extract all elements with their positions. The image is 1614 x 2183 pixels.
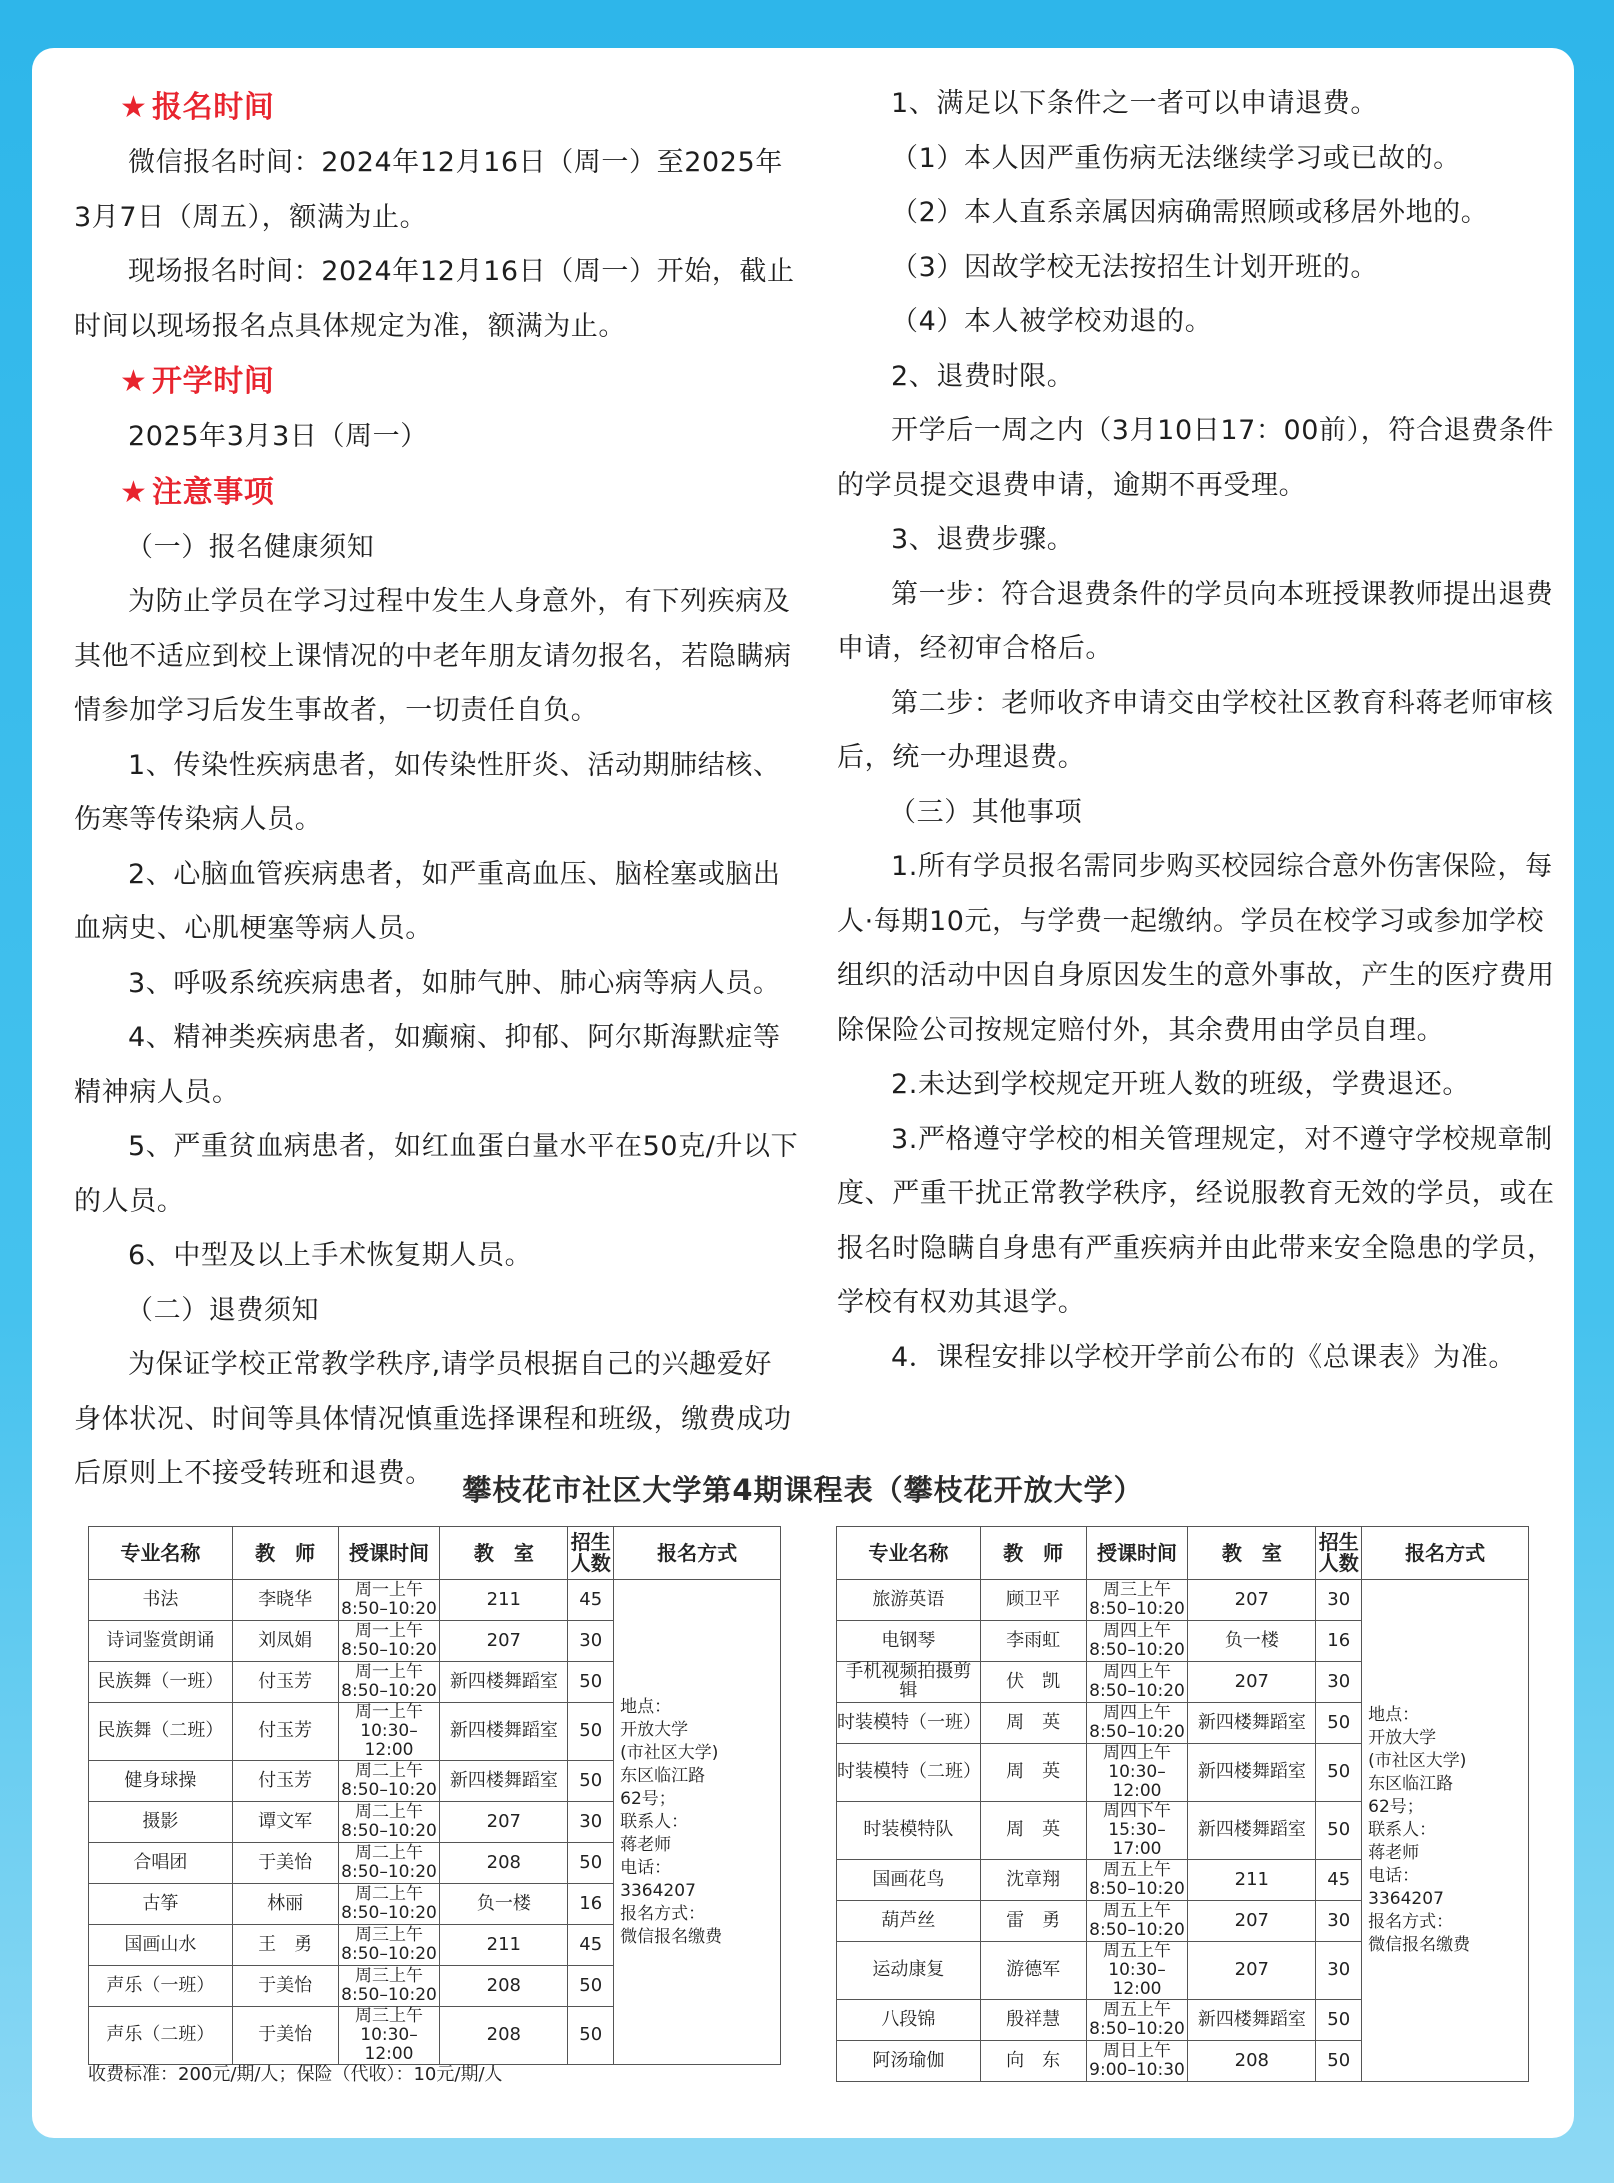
header-enrollment: 招生 人数 [1316, 1527, 1362, 1580]
course-name-cell: 声乐（二班） [89, 2007, 233, 2065]
enrollment-cell: 45 [568, 1580, 614, 1621]
enrollment-cell: 50 [568, 1843, 614, 1884]
other-item: 1.所有学员报名需同步购买校园综合意外伤害保险，每人·每期10元，与学费一起缴纳。学员在校学习或参加学校组织的活动中因自身原因发生的意外事故，产生的医疗费用除保险公司按规定赔付外，其余费用由学员自理。 [837, 851, 1555, 1046]
health-item: 3、呼吸系统疾病患者，如肺气肿、肺心病等病人员。 [128, 967, 781, 999]
refund-conditions-title: 1、满足以下条件之一者可以申请退费。 [891, 88, 1378, 119]
room-cell: 207 [440, 1802, 568, 1843]
teacher-cell: 刘凤娟 [232, 1621, 338, 1662]
course-name-cell: 时装模特（一班） [837, 1703, 981, 1744]
course-name-cell: 合唱团 [89, 1843, 233, 1884]
refund-steps-title: 3、退费步骤。 [891, 524, 1075, 555]
room-cell: 207 [440, 1621, 568, 1662]
star-icon: ★ [120, 474, 148, 510]
room-cell: 新四楼舞蹈室 [1188, 2000, 1316, 2041]
course-name-cell: 手机视频拍摄剪辑 [837, 1662, 981, 1703]
enrollment-cell: 30 [568, 1621, 614, 1662]
time-cell: 周四上午 8:50–10:20 [1086, 1662, 1188, 1703]
course-name-cell: 时装模特队 [837, 1802, 981, 1860]
time-cell: 周二上午 8:50–10:20 [338, 1884, 440, 1925]
time-cell: 周一上午 8:50–10:20 [338, 1621, 440, 1662]
header-signup: 报名方式 [614, 1527, 781, 1580]
teacher-cell: 付玉芳 [232, 1761, 338, 1802]
header-teacher: 教 师 [232, 1527, 338, 1580]
enrollment-cell: 50 [568, 2007, 614, 2065]
time-cell: 周一上午 8:50–10:20 [338, 1580, 440, 1621]
teacher-cell: 游德军 [980, 1942, 1086, 2000]
room-cell: 新四楼舞蹈室 [440, 1703, 568, 1761]
time-cell: 周四上午 8:50–10:20 [1086, 1703, 1188, 1744]
refund-limit-title: 2、退费时限。 [891, 360, 1075, 392]
course-name-cell: 葫芦丝 [837, 1901, 981, 1942]
teacher-cell: 于美怡 [232, 1843, 338, 1884]
teacher-cell: 顾卫平 [980, 1580, 1086, 1621]
enrollment-cell: 50 [1316, 1802, 1362, 1860]
course-name-cell: 书法 [89, 1580, 233, 1621]
enrollment-cell: 50 [1316, 1744, 1362, 1802]
time-cell: 周日上午 9:00–10:30 [1086, 2041, 1188, 2082]
course-name-cell: 国画花鸟 [837, 1860, 981, 1901]
time-cell: 周三上午 8:50–10:20 [1086, 1580, 1188, 1621]
health-item: 1、传染性疾病患者，如传染性肝炎、活动期肺结核、伤寒等传染病人员。 [74, 749, 781, 835]
teacher-cell: 李晓华 [232, 1580, 338, 1621]
health-item: 6、中型及以上手术恢复期人员。 [128, 1240, 533, 1271]
other-item: 4．课程安排以学校开学前公布的《总课表》为准。 [891, 1341, 1516, 1373]
enrollment-cell: 50 [568, 1662, 614, 1703]
refund-step-2: 第二步：老师收齐申请交由学校社区教育科蒋老师审核后，统一办理退费。 [837, 687, 1554, 773]
schedule-title: 攀枝花市社区大学第4期课程表（攀枝花开放大学） [462, 1473, 1144, 1507]
room-cell: 207 [1188, 1901, 1316, 1942]
course-name-cell: 电钢琴 [837, 1621, 981, 1662]
room-cell: 新四楼舞蹈室 [1188, 1703, 1316, 1744]
teacher-cell: 谭文军 [232, 1802, 338, 1843]
room-cell: 新四楼舞蹈室 [1188, 1802, 1316, 1860]
table-header-row [89, 1527, 781, 1580]
health-item: 5、严重贫血病患者，如红血蛋白量水平在50克/升以下的人员。 [74, 1131, 799, 1217]
room-cell: 新四楼舞蹈室 [1188, 1744, 1316, 1802]
room-cell: 211 [1188, 1860, 1316, 1901]
header-room: 教 室 [1188, 1527, 1316, 1580]
enrollment-cell: 45 [568, 1925, 614, 1966]
teacher-cell: 于美怡 [232, 2007, 338, 2065]
other-item: 3.严格遵守学校的相关管理规定，对不遵守学校规章制度、严重干扰正常教学秩序，经说服教育无效的学员，或在报名时隐瞒自身患有严重疾病并由此带来安全隐患的学员，学校有权劝其退学。 [837, 1123, 1555, 1318]
room-cell: 207 [1188, 1580, 1316, 1621]
enrollment-cell: 30 [568, 1802, 614, 1843]
course-name-cell: 旅游英语 [837, 1580, 981, 1621]
teacher-cell: 周 英 [980, 1802, 1086, 1860]
course-name-cell: 八段锦 [837, 2000, 981, 2041]
time-cell: 周一上午 8:50–10:20 [338, 1662, 440, 1703]
teacher-cell: 雷 勇 [980, 1901, 1086, 1942]
notice-page [32, 48, 1574, 2138]
opening-date: 2025年3月3日（周一） [128, 421, 428, 452]
onsite-registration-time: 现场报名时间：2024年12月16日（周一）开始，截止时间以现场报名点具体规定为准，额满为止。 [74, 256, 795, 342]
other-matters-title: （三）其他事项 [889, 796, 1083, 828]
refund-condition: （1）本人因严重伤病无法继续学习或已故的。 [891, 142, 1461, 174]
section-heading-notes: ★ 注意事项 [74, 465, 799, 521]
enrollment-cell: 50 [1316, 2000, 1362, 2041]
enrollment-cell: 50 [1316, 2041, 1362, 2082]
course-name-cell: 声乐（一班） [89, 1966, 233, 2007]
teacher-cell: 李雨虹 [980, 1621, 1086, 1662]
room-cell: 负一楼 [1188, 1621, 1316, 1662]
teacher-cell: 付玉芳 [232, 1662, 338, 1703]
refund-condition: （3）因故学校无法按招生计划开班的。 [891, 251, 1378, 283]
refund-condition: （2）本人直系亲属因病确需照顾或移居外地的。 [891, 197, 1489, 228]
refund-step-1: 第一步：符合退费条件的学员向本班授课教师提出退费申请，经初审合格后。 [837, 578, 1554, 664]
time-cell: 周二上午 8:50–10:20 [338, 1802, 440, 1843]
header-room: 教 室 [440, 1527, 568, 1580]
course-name-cell: 时装模特（二班） [837, 1744, 981, 1802]
enrollment-cell: 50 [1316, 1703, 1362, 1744]
teacher-cell: 周 英 [980, 1744, 1086, 1802]
health-item: 2、心脑血管疾病患者，如严重高血压、脑栓塞或脑出血病史、心肌梗塞等病人员。 [74, 858, 781, 944]
refund-condition: （4）本人被学校劝退的。 [891, 306, 1213, 337]
time-cell: 周二上午 8:50–10:20 [338, 1761, 440, 1802]
time-cell: 周三上午 10:30–12:00 [338, 2007, 440, 2065]
room-cell: 208 [440, 2007, 568, 2065]
header-course-name: 专业名称 [89, 1527, 233, 1580]
time-cell: 周五上午 10:30–12:00 [1086, 1942, 1188, 2000]
header-course-name: 专业名称 [837, 1527, 981, 1580]
time-cell: 周三上午 8:50–10:20 [338, 1925, 440, 1966]
course-name-cell: 阿汤瑜伽 [837, 2041, 981, 2082]
section-heading-opening: ★ 开学时间 [74, 354, 799, 410]
header-teacher: 教 师 [980, 1527, 1086, 1580]
course-name-cell: 诗词鉴赏朗诵 [89, 1621, 233, 1662]
room-cell: 新四楼舞蹈室 [440, 1761, 568, 1802]
teacher-cell: 殷祥慧 [980, 2000, 1086, 2041]
enrollment-cell: 30 [1316, 1662, 1362, 1703]
header-time: 授课时间 [1086, 1527, 1188, 1580]
refund-limit-text: 开学后一周之内（3月10日17：00前），符合退费条件的学员提交退费申请，逾期不再受理。 [837, 415, 1554, 501]
section-heading-registration: ★ 报名时间 [74, 80, 799, 136]
time-cell: 周三上午 8:50–10:20 [338, 1966, 440, 2007]
room-cell: 208 [1188, 2041, 1316, 2082]
teacher-cell: 向 东 [980, 2041, 1086, 2082]
room-cell: 211 [440, 1580, 568, 1621]
enrollment-cell: 30 [1316, 1901, 1362, 1942]
room-cell: 新四楼舞蹈室 [440, 1662, 568, 1703]
health-item: 4、精神类疾病患者，如癫痫、抑郁、阿尔斯海默症等精神病人员。 [74, 1022, 781, 1108]
left-column [74, 48, 799, 1502]
time-cell: 周二上午 8:50–10:20 [338, 1843, 440, 1884]
signup-info-cell: 地点： 开放大学 (市社区大学) 东区临江路 62号； 联系人： 蒋老师 电话： 3364207 报名方式： 微信报名缴费 [1362, 1580, 1529, 2082]
teacher-cell: 伏 凯 [980, 1662, 1086, 1703]
time-cell: 周五上午 8:50–10:20 [1086, 2000, 1188, 2041]
header-signup: 报名方式 [1362, 1527, 1529, 1580]
schedule-table-left [88, 1526, 781, 2065]
time-cell: 周四下午 15:30–17:00 [1086, 1802, 1188, 1860]
room-cell: 207 [1188, 1942, 1316, 2000]
enrollment-cell: 16 [1316, 1621, 1362, 1662]
teacher-cell: 周 英 [980, 1703, 1086, 1744]
header-time: 授课时间 [338, 1527, 440, 1580]
course-name-cell: 国画山水 [89, 1925, 233, 1966]
header-enrollment: 招生 人数 [568, 1527, 614, 1580]
health-notice-intro: 为防止学员在学习过程中发生人身意外，有下列疾病及其他不适应到校上课情况的中老年朋友请勿报名，若隐瞒病情参加学习后发生事故者，一切责任自负。 [74, 586, 792, 726]
course-name-cell: 健身球操 [89, 1761, 233, 1802]
room-cell: 负一楼 [440, 1884, 568, 1925]
wechat-registration-time: 微信报名时间：2024年12月16日（周一）至2025年3月7日（周五），额满为止。 [74, 147, 783, 233]
room-cell: 208 [440, 1843, 568, 1884]
course-name-cell: 民族舞（一班） [89, 1662, 233, 1703]
enrollment-cell: 16 [568, 1884, 614, 1925]
time-cell: 周五上午 8:50–10:20 [1086, 1860, 1188, 1901]
course-name-cell: 运动康复 [837, 1942, 981, 2000]
course-name-cell: 摄影 [89, 1802, 233, 1843]
enrollment-cell: 50 [568, 1703, 614, 1761]
teacher-cell: 于美怡 [232, 1966, 338, 2007]
time-cell: 周四上午 10:30–12:00 [1086, 1744, 1188, 1802]
table-row [89, 1580, 781, 1621]
schedule-table-right [836, 1526, 1529, 2082]
time-cell: 周四上午 8:50–10:20 [1086, 1621, 1188, 1662]
room-cell: 208 [440, 1966, 568, 2007]
teacher-cell: 沈章翔 [980, 1860, 1086, 1901]
enrollment-cell: 30 [1316, 1580, 1362, 1621]
enrollment-cell: 30 [1316, 1942, 1362, 2000]
room-cell: 211 [440, 1925, 568, 1966]
time-cell: 周一上午 10:30–12:00 [338, 1703, 440, 1761]
enrollment-cell: 50 [568, 1761, 614, 1802]
refund-notice-title: （二）退费须知 [126, 1294, 320, 1326]
other-item: 2.未达到学校规定开班人数的班级，学费退还。 [891, 1069, 1470, 1100]
room-cell: 207 [1188, 1662, 1316, 1703]
enrollment-cell: 45 [1316, 1860, 1362, 1901]
fee-note: 收费标准：200元/期/人；保险（代收）：10元/期/人 [88, 2064, 503, 2085]
course-name-cell: 民族舞（二班） [89, 1703, 233, 1761]
enrollment-cell: 50 [568, 1966, 614, 2007]
time-cell: 周五上午 8:50–10:20 [1086, 1901, 1188, 1942]
signup-info-cell: 地点： 开放大学 (市社区大学) 东区临江路 62号； 联系人： 蒋老师 电话： 3364207 报名方式： 微信报名缴费 [614, 1580, 781, 2065]
table-row [837, 1580, 1529, 1621]
refund-notice-intro: 为保证学校正常教学秩序,请学员根据自己的兴趣爱好身体状况、时间等具体情况慎重选择课程和班级，缴费成功后原则上不接受转班和退费。 [74, 1349, 792, 1489]
table-header-row [837, 1527, 1529, 1580]
teacher-cell: 王 勇 [232, 1925, 338, 1966]
health-notice-title: （一）报名健康须知 [126, 531, 375, 563]
teacher-cell: 付玉芳 [232, 1703, 338, 1761]
teacher-cell: 林丽 [232, 1884, 338, 1925]
star-icon: ★ [120, 364, 148, 399]
course-name-cell: 古筝 [89, 1884, 233, 1925]
star-icon: ★ [120, 90, 148, 125]
right-column [837, 48, 1562, 1385]
